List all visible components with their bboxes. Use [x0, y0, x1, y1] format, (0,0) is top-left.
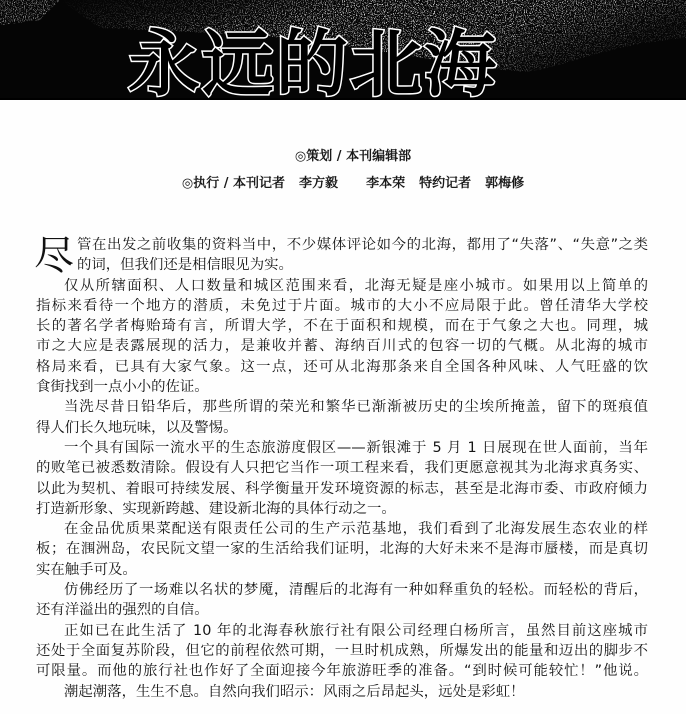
article-line: 还有洋溢出的强烈的自信。 — [36, 602, 209, 619]
title-banner — [0, 0, 686, 100]
article-line: 一个具有国际一流水平的生态旅游度假区——新银滩于 5 月 1 日展现在世人面前，当年 — [64, 439, 648, 456]
article-line: 格局来看，已具有大家气象。这一点，还可从北海那条来自全国各种风味、人气旺盛的饮 — [36, 358, 648, 375]
article-line: 以此为契机、着眼可持续发展、科学衡量开发环境资源的标志，甚至是北海市委、市政府倾力 — [36, 480, 648, 497]
credit-execution — [0, 172, 686, 191]
drop-cap: 尽 — [34, 233, 74, 279]
credit-planning-text: ◎策划 / 本刊编辑部 — [294, 149, 412, 164]
article-line: 潮起潮落，生生不息。自然向我们昭示：风雨之后昂起头，远处是彩虹！ — [64, 683, 525, 700]
article-line: 当洗尽昔日铅华后，那些所谓的荣光和繁华已渐渐被历史的尘埃所掩盖，留下的斑痕值 — [64, 399, 648, 416]
article-line: 板；在涠洲岛，农民阮文望一家的生活给我们证明，北海的大好未来不是海市蜃楼，而是真切 — [36, 541, 648, 558]
article-line: 食街找到一点小小的佐证。 — [36, 379, 209, 396]
article-line: 在金品优质果菜配送有限责任公司的生产示范基地，我们看到了北海发展生态农业的样 — [64, 521, 648, 538]
article-line: 得人们长久地玩味，以及警惕。 — [36, 419, 238, 436]
article-line: 长的著名学者梅贻琦有言，所谓大学，不在于面积和规模，而在于气象之大也。同理，城 — [36, 318, 648, 335]
article-line: 指标来看待一个地方的潜质，未免过于片面。城市的大小不应局限于此。曾任清华大学校 — [36, 297, 648, 314]
article-line: 市之大应是表露展现的活力，是兼收并蓄、海纳百川式的包容一切的气概。从北海的城市 — [36, 338, 648, 355]
article-line: 可限量。而他的旅行社也作好了全面迎接今年旅游旺季的准备。“到时候可能较忙！”他说。 — [36, 663, 648, 680]
reporter-name: 李本荣 — [366, 176, 406, 191]
page-title: 永远的北海 — [128, 22, 499, 100]
reporter-name: 郭梅修 — [485, 176, 525, 191]
article-line: 还处于全面复苏阶段，但它的前程依然可期，一旦时机成熟，所爆发出的能量和迈出的脚步不 — [36, 642, 648, 659]
article-line: 打造新形象、实现新跨越、建设新北海的具体行动之一。 — [36, 500, 396, 517]
article-line: 仿佛经历了一场难以名状的梦魇，清醒后的北海有一种如释重负的轻松。而轻松的背后， — [64, 582, 648, 599]
credit-execution-label: ◎执行 / 本刊记者 — [181, 176, 286, 191]
article-body — [36, 235, 648, 702]
article-line: 实在触手可及。 — [36, 561, 137, 578]
special-reporter-label: 特约记者 — [419, 176, 472, 191]
article-line: 的词，但我们还是相信眼见为实。 — [77, 257, 293, 274]
article-line: 的败笔已被悉数清除。假设有人只把它当作一项工程来看，我们更愿意视其为北海求真务实、 — [36, 460, 648, 477]
article-line: 正如已在此生活了 10 年的北海春秋旅行社有限公司经理白杨所言，虽然目前这座城市 — [64, 622, 648, 639]
reporter-name: 李方毅 — [299, 176, 339, 191]
credit-planning — [0, 145, 686, 164]
article-line: 管在出发之前收集的资料当中，不少媒体评论如今的北海，都用了“失落”、“失意”之类 — [77, 237, 648, 253]
article-line: 仅从所辖面积、人口数量和城区范围来看，北海无疑是座小城市。如果用以上简单的 — [64, 277, 648, 294]
